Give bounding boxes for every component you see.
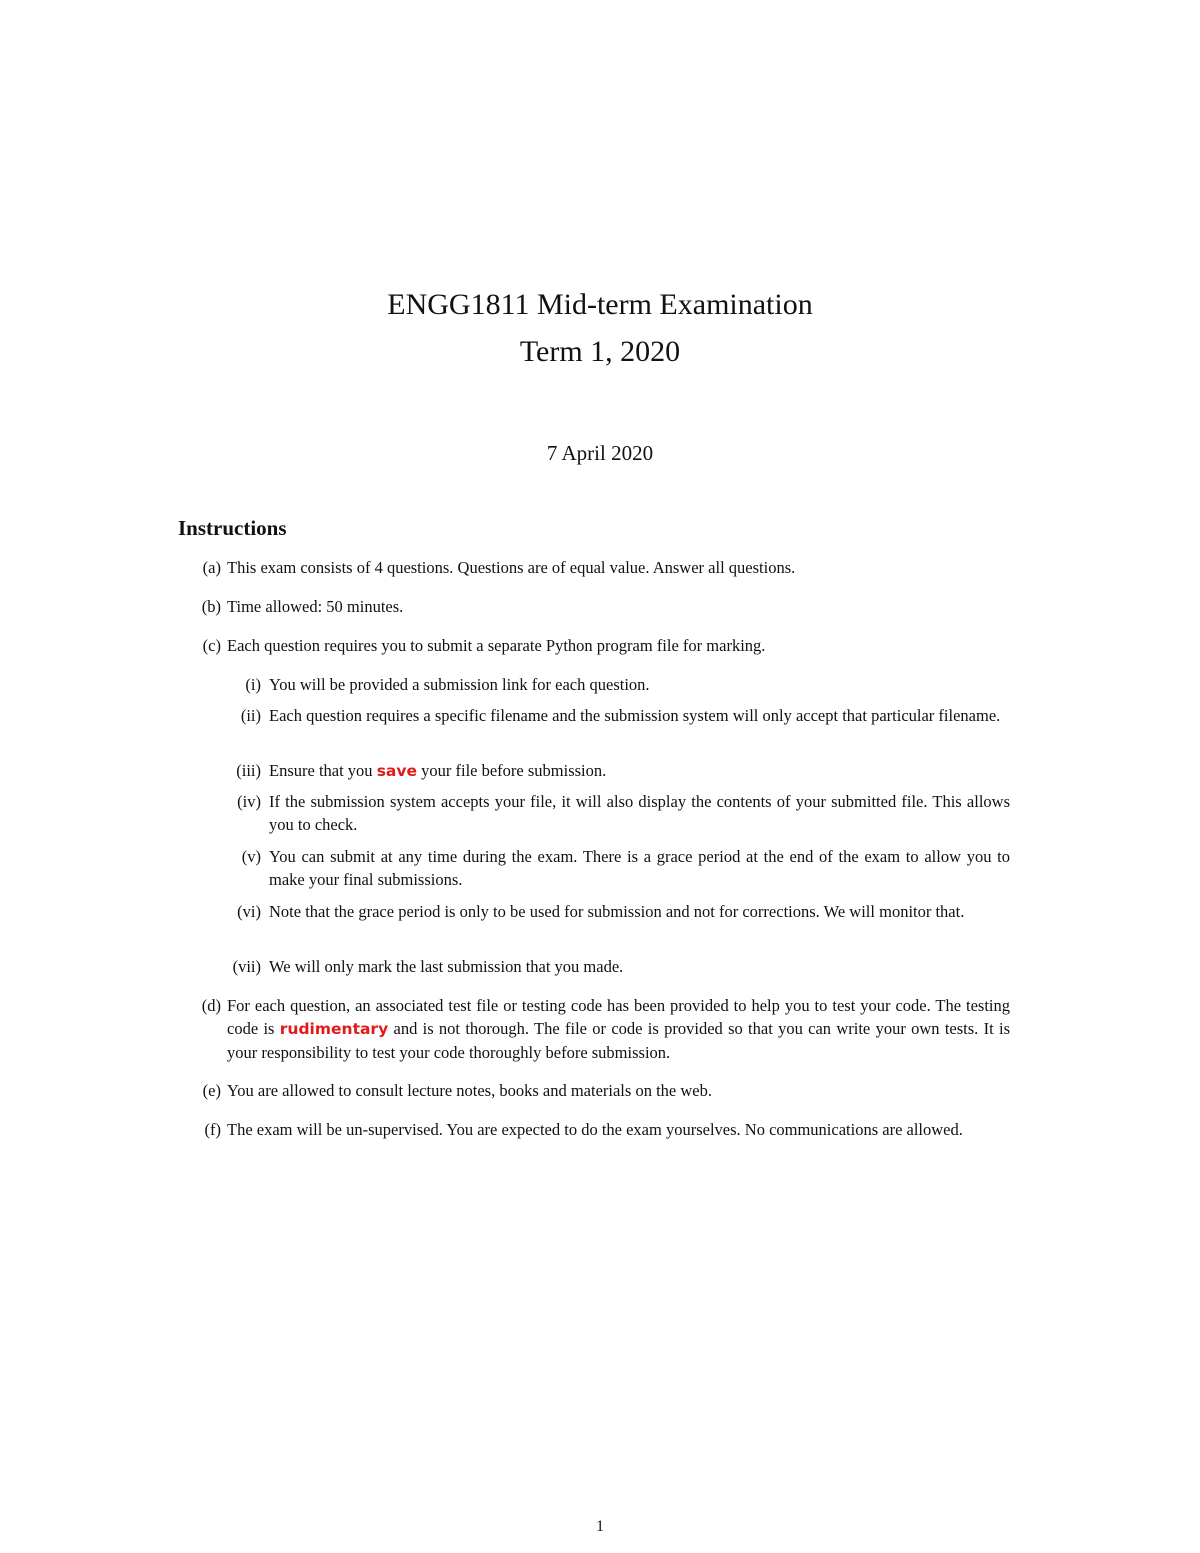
text-after-emphasis: and is not thorough. The file or code is provided so that you can write your own tests. It is your responsibility to test your code thoroughly before submission. — [227, 1019, 1010, 1062]
instruction-c-vii — [215, 955, 1010, 978]
instruction-label: (e) — [202, 1081, 221, 1100]
text-after-emphasis: your file before submission. — [417, 761, 607, 780]
emphasis-rudimentary: rudimentary — [279, 1020, 389, 1038]
instruction-c-iv — [215, 790, 1010, 836]
instruction-label: (f) — [204, 1120, 221, 1139]
instruction-text: This exam consists of 4 questions. Questions are of equal value. Answer all questions. — [227, 558, 796, 577]
instruction-label: (b) — [201, 597, 221, 616]
sub-instruction-text: Each question requires a specific filename and the submission system will only accept that particular filename. — [269, 706, 1001, 725]
instruction-label: (a) — [202, 558, 221, 577]
instruction-e — [185, 1079, 1010, 1102]
instruction-text: Each question requires you to submit a separate Python program file for marking. — [227, 636, 766, 655]
instruction-text — [227, 994, 1010, 1064]
instruction-label: (d) — [201, 996, 221, 1015]
instruction-c-ii — [215, 704, 1010, 727]
instruction-d — [185, 994, 1010, 1064]
text-before-emphasis: Ensure that you — [269, 761, 377, 780]
instructions-heading: Instructions — [178, 516, 287, 540]
text-before-emphasis: For each question, an associated test file or testing code has been provided to help you to test your code. The testing code is — [227, 996, 1010, 1038]
sub-instruction-label: (vii) — [232, 957, 261, 976]
sub-instruction-text: You can submit at any time during the exam. There is a grace period at the end of the exam to allow you to make your final submissions. — [269, 847, 1010, 889]
instruction-text: Time allowed: 50 minutes. — [227, 597, 404, 616]
sub-instruction-text — [269, 759, 1010, 783]
instruction-text: The exam will be un-supervised. You are expected to do the exam yourselves. No communications are allowed. — [227, 1120, 963, 1139]
instruction-text: You are allowed to consult lecture notes, books and materials on the web. — [227, 1081, 712, 1100]
sub-instruction-label: (ii) — [240, 706, 261, 725]
instruction-c-v — [215, 845, 1010, 891]
instruction-a — [185, 556, 1010, 579]
exam-title: ENGG1811 Mid-term Examination — [387, 288, 813, 321]
page-number: 1 — [596, 1518, 604, 1535]
sub-instruction-text: Note that the grace period is only to be used for submission and not for corrections. We will monitor that. — [269, 902, 965, 921]
exam-date: 7 April 2020 — [546, 441, 654, 465]
emphasis-save: save — [376, 762, 417, 780]
instruction-f — [185, 1118, 1010, 1141]
instruction-b — [185, 595, 1010, 618]
instruction-label: (c) — [202, 636, 221, 655]
sub-instruction-label: (iii) — [236, 761, 261, 780]
instruction-c-i — [215, 673, 1010, 696]
instruction-c-vi — [215, 900, 1010, 923]
instruction-c-iii — [215, 759, 1010, 783]
sub-instruction-label: (iv) — [237, 792, 261, 811]
sub-instruction-label: (vi) — [237, 902, 261, 921]
sub-instruction-text: If the submission system accepts your file, it will also display the contents of your submitted file. This allows you to check. — [269, 792, 1010, 834]
instruction-c — [185, 634, 1010, 657]
exam-term: Term 1, 2020 — [519, 335, 681, 368]
sub-instruction-label: (i) — [245, 675, 261, 694]
sub-instruction-label: (v) — [241, 847, 261, 866]
sub-instruction-text: You will be provided a submission link for each question. — [269, 675, 650, 694]
sub-instruction-text: We will only mark the last submission that you made. — [269, 957, 624, 976]
